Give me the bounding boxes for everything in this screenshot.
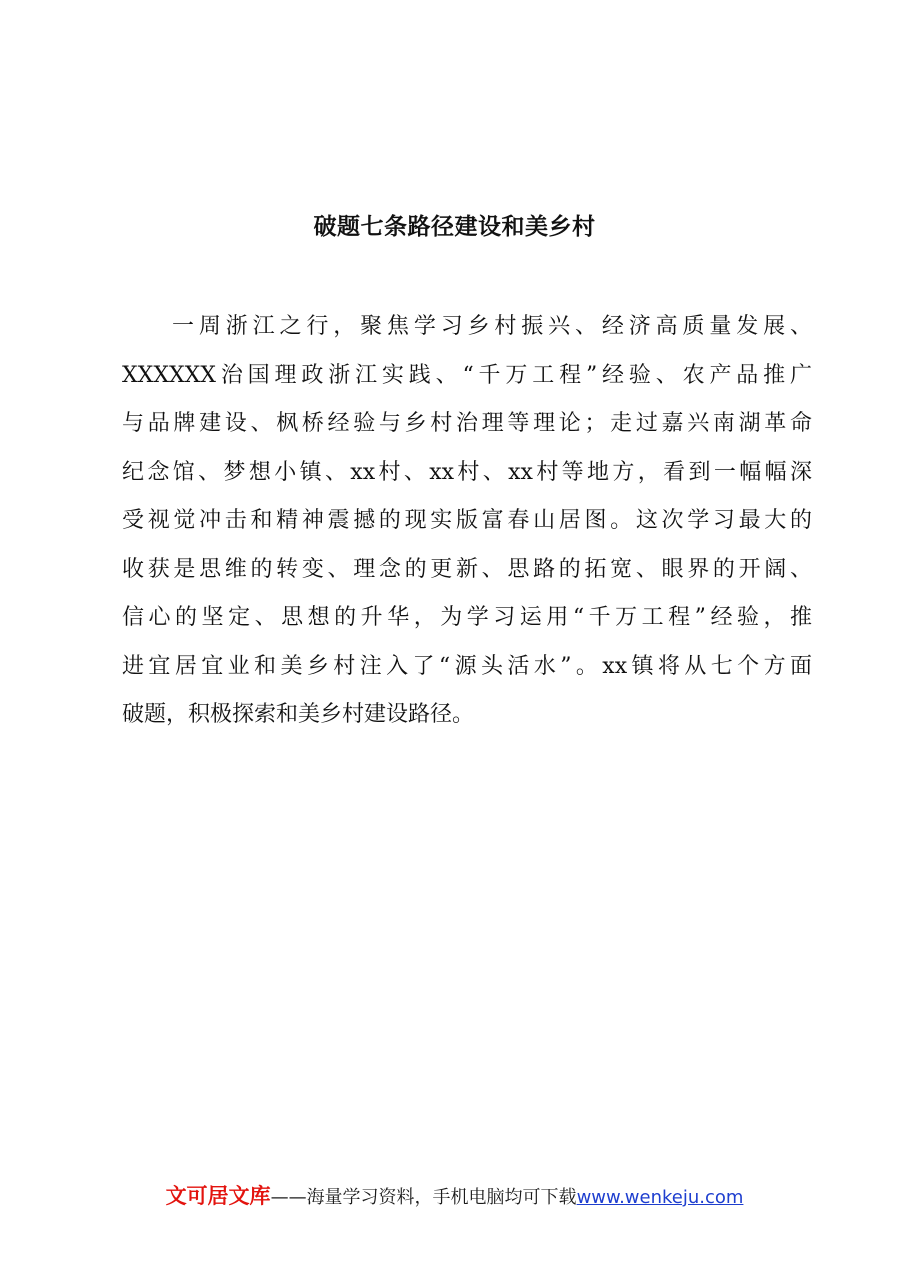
body-line: 与品牌建设、枫桥经验与乡村治理等理论；走过嘉兴南湖革命 [122, 411, 812, 436]
body-line: 纪念馆、梦想小镇、xx村、xx村、xx村等地方，看到一幅幅深 [122, 459, 812, 485]
footer-brand: 文可居文库 [165, 1184, 271, 1208]
footer-slogan: ——海量学习资料，手机电脑均可下载 [270, 1187, 577, 1208]
body-line: 受视觉冲击和精神震撼的现实版富春山居图。这次学习最大的 [122, 508, 812, 533]
body-line: 收获是思维的转变、理念的更新、思路的拓宽、眼界的开阔、 [122, 556, 812, 582]
body-line: XXXXXX治国理政浙江实践、“千万工程”经验、农产品推广 [122, 362, 812, 388]
body-line: 信心的坚定、思想的升华，为学习运用“千万工程”经验，推 [122, 605, 812, 630]
body-line: 一周浙江之行，聚焦学习乡村振兴、经济高质量发展、 [172, 314, 812, 339]
body-line: 破题，积极探索和美乡村建设路径。 [122, 702, 475, 727]
document-title: 破题七条路径建设和美乡村 [313, 213, 596, 240]
body-paragraph [122, 312, 812, 749]
body-line: 进宜居宜业和美乡村注入了“源头活水”。xx镇将从七个方面 [122, 653, 812, 679]
footer-website-link[interactable]: www.wenkeju.com [576, 1187, 744, 1208]
page-footer [0, 1183, 909, 1211]
